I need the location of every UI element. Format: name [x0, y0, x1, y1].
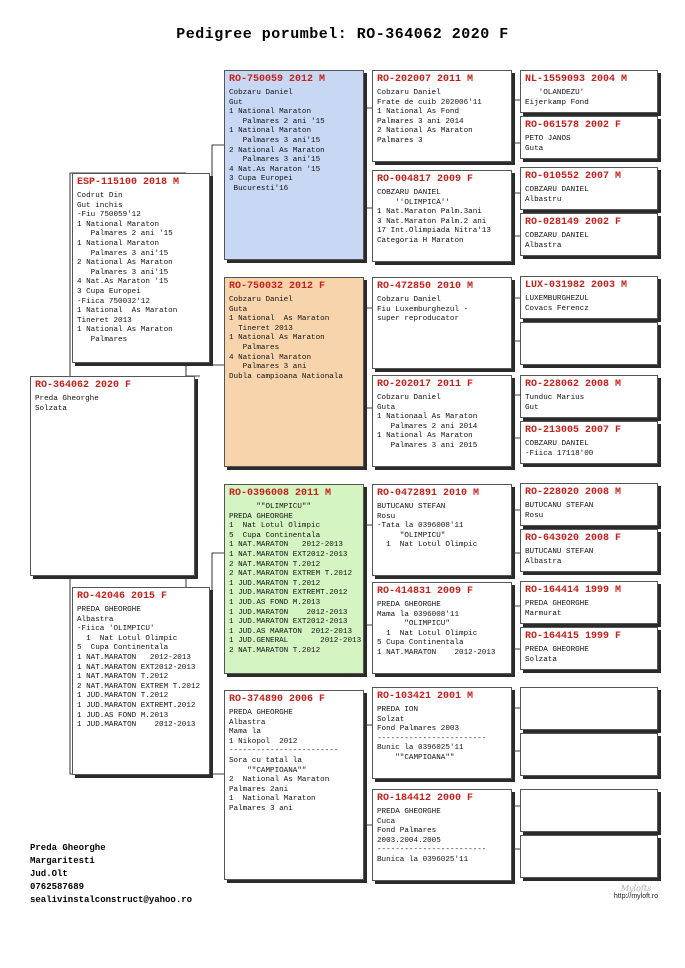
gen4-ring: RO-028149 2002 F: [525, 217, 622, 228]
subject-card[interactable]: [30, 376, 195, 576]
gen4-ring: RO-228062 2008 M: [525, 379, 622, 390]
great-grandparent-details: COBZARU DANIEL ''OLIMPICA'' 1 Nat.Maraton Palm.3ani 3 Nat.Maraton Palm.2 ani 17 Int.Olimpiada Nitra'13 Categoria H Maraton: [377, 189, 491, 245]
grandsire-maternal-card[interactable]: [224, 484, 364, 674]
grandparent-ring: RO-0396008 2011 M: [229, 488, 332, 499]
great-grandparent-card[interactable]: [372, 789, 512, 881]
gen4-details: 'OLANDEZU' Eijerkamp Fond: [525, 89, 589, 107]
owner-county: Jud.Olt: [30, 869, 68, 879]
gen4-card[interactable]: [520, 213, 658, 256]
gen4-ring: RO-061578 2002 F: [525, 120, 622, 131]
great-grandparent-card[interactable]: [372, 375, 512, 467]
gen4-ring: RO-228020 2008 M: [525, 487, 622, 498]
gen4-ring: RO-010552 2007 M: [525, 171, 622, 182]
grandparent-details: ""OLIMPICU"" PREDA GHEORGHE 1 Nat Lotul Olimpic 5 Cupa Continentala 1 NAT.MARATON 2012-2013 1 NAT.MARATON EXT2012-2013 2 NAT.MARATON T.2012 2 NAT.MARATON EXTREM T.2012 1 JUD.MARATON T.2012 1 JUD.MARATON EXTREMT.2012 1 JUD.AS FOND M.2013 1 JUD.MARATON 2012-2013 1 JUD.MARATON EXT2012-2013 1 JUD.AS MARATON 2012-2013 1 JUD.GENERAL 2012-2013 2 NAT.MARATON T.2012: [229, 503, 362, 655]
great-grandparent-details: Cobzaru Daniel Guta 1 Nationaal As Maraton Palmares 2 ani 2014 1 National As Maraton Palmares 3 ani 2015: [377, 394, 478, 450]
granddam-paternal-card[interactable]: [224, 277, 364, 467]
gen4-details: COBZARU DANIEL Albastru: [525, 186, 589, 204]
gen4-card[interactable]: [520, 733, 658, 776]
great-grandparent-ring: RO-202017 2011 F: [377, 379, 474, 390]
dam-details: PREDA GHEORGHE Albastra -Fiica 'OLIMPICU' 1 Nat Lotul Olimpic 5 Cupa Continentala 1 NAT.MARATON 2012-2013 1 NAT.MARATON EXT2012-2013 1 NAT.MARATON T.2012 2 NAT.MARATON EXTREM T.2012 1 JUD.MARATON T.2012 1 JUD.MARATON EXTREMT.2012 1 JUD.AS FOND M.2013 1 JUD.MARATON 2012-2013: [77, 606, 201, 730]
owner-phone: 0762587689: [30, 882, 85, 892]
gen4-details: COBZARU DANIEL Albastra: [525, 232, 589, 250]
brand-footer: [606, 884, 666, 900]
subject-details: Preda Gheorghe Solzata: [35, 395, 99, 413]
sire-ring: ESP-115100 2018 M: [77, 177, 180, 188]
gen4-card[interactable]: [520, 581, 658, 624]
gen4-card[interactable]: [520, 627, 658, 670]
great-grandparent-card[interactable]: [372, 582, 512, 674]
great-grandparent-details: Cobzaru Daniel Frate de cuib 202006'11 1 National As Fond Palmares 3 ani 2014 2 National As Maraton Palmares 3: [377, 89, 482, 145]
page-title: Pedigree porumbel: RO-364062 2020 F: [176, 26, 509, 43]
gen4-card[interactable]: [520, 529, 658, 572]
sire-card[interactable]: [72, 173, 210, 363]
great-grandparent-card[interactable]: [372, 70, 512, 162]
great-grandparent-details: PREDA GHEORGHE Cuca Fond Palmares 2003.2004.2005 ------------------------ Bunica la 0396025'11: [377, 808, 487, 864]
great-grandparent-card[interactable]: [372, 170, 512, 262]
gen4-ring: NL-1559093 2004 M: [525, 74, 628, 85]
sire-details: Codrut Din Gut inchis -Fiu 750059'12 1 National Maraton Palmares 2 ani '15 1 National Maraton Palmares 3 ani'15 2 National As Maraton Palmares 3 ani'15 4 Nat.As Maraton '15 3 Cupa Europei -Fiica 750032'12 1 National As Maraton Tineret 2013 1 National As Maraton Palmares: [77, 192, 178, 344]
gen4-details: COBZARU DANIEL -Fiica 17118'00: [525, 440, 594, 458]
great-grandparent-ring: RO-0472891 2010 M: [377, 488, 480, 499]
great-grandparent-ring: RO-202007 2011 M: [377, 74, 474, 85]
great-grandparent-card[interactable]: [372, 687, 512, 779]
grandparent-ring: RO-750032 2012 F: [229, 281, 326, 292]
great-grandparent-ring: RO-184412 2000 F: [377, 793, 474, 804]
gen4-card[interactable]: [520, 687, 658, 730]
gen4-card[interactable]: [520, 276, 658, 319]
owner-place: Margaritesti: [30, 856, 95, 866]
great-grandparent-details: PREDA ION Solzat Fond Palmares 2003 ------------------------ Bunic la 0396025'11 ""CAMPIOANA"": [377, 706, 487, 762]
dam-card[interactable]: [72, 587, 210, 775]
gen4-card[interactable]: [520, 789, 658, 832]
grandparent-details: Cobzaru Daniel Guta 1 National As Maraton Tineret 2013 1 National As Maraton Palmares 4 National Maraton Palmares 3 ani Dubla campioana Nationala: [229, 296, 343, 381]
gen4-ring: RO-164415 1999 F: [525, 631, 622, 642]
gen4-ring: RO-213005 2007 F: [525, 425, 622, 436]
gen4-details: LUXEMBURGHEZUL Covacs Ferencz: [525, 295, 589, 313]
grandsire-paternal-card[interactable]: [224, 70, 364, 260]
gen4-details: PREDA GHEORGHE Marmurat: [525, 600, 589, 618]
gen4-details: Tunduc Marius Gut: [525, 394, 585, 412]
dam-ring: RO-42046 2015 F: [77, 591, 168, 602]
great-grandparent-card[interactable]: [372, 277, 512, 369]
owner-info: [30, 842, 192, 907]
gen4-details: BUTUCANU STEFAN Rosu: [525, 502, 594, 520]
great-grandparent-details: BUTUCANU STEFAN Rosu -Tata la 0396008'11 "OLIMPICU" 1 Nat Lotul Olimpic: [377, 503, 478, 550]
gen4-details: PETO JANOS Guta: [525, 135, 571, 153]
gen4-card[interactable]: [520, 483, 658, 526]
subject-ring: RO-364062 2020 F: [35, 380, 132, 391]
gen4-ring: LUX-031982 2003 M: [525, 280, 628, 291]
brand-signature: Mylofts: [620, 884, 652, 893]
grandparent-ring: RO-750059 2012 M: [229, 74, 326, 85]
grandparent-details: Cobzaru Daniel Gut 1 National Maraton Palmares 2 ani '15 1 National Maraton Palmares 3 ani'15 2 National As Maraton Palmares 3 ani'15 4 Nat.As Maraton '15 3 Cupa Europei Bucuresti'16: [229, 89, 325, 193]
great-grandparent-ring: RO-414831 2009 F: [377, 586, 474, 597]
gen4-card[interactable]: [520, 116, 658, 159]
owner-email[interactable]: sealivinstalconstruct@yahoo.ro: [30, 895, 193, 905]
great-grandparent-card[interactable]: [372, 484, 512, 576]
gen4-card[interactable]: [520, 375, 658, 418]
gen4-card[interactable]: [520, 70, 658, 113]
great-grandparent-details: PREDA GHEORGHE Mama la 0396008'11 "OLIMPICU" 1 Nat Lotul Olimpic 5 Cupa Continentala 1 NAT.MARATON 2012-2013: [377, 601, 496, 657]
gen4-card[interactable]: [520, 167, 658, 210]
gen4-ring: RO-164414 1999 M: [525, 585, 622, 596]
great-grandparent-ring: RO-004817 2009 F: [377, 174, 474, 185]
gen4-ring: RO-643020 2008 F: [525, 533, 622, 544]
gen4-details: BUTUCANU STEFAN Albastra: [525, 548, 594, 566]
granddam-maternal-card[interactable]: [224, 690, 364, 880]
gen4-details: PREDA GHEORGHE Solzata: [525, 646, 589, 664]
grandparent-ring: RO-374890 2006 F: [229, 694, 326, 705]
gen4-card[interactable]: [520, 835, 658, 878]
gen4-card[interactable]: [520, 421, 658, 464]
grandparent-details: PREDA GHEORGHE Albastra Mama la 1 Nikopol 2012 ------------------------ Sora cu tatal la ""CAMPIOANA"" 2 National As Maraton Palmares 2ani 1 National Maraton Palmares 3 ani: [229, 709, 339, 813]
great-grandparent-details: Cobzaru Daniel Fiu Luxemburghezul - super reproducator: [377, 296, 469, 324]
great-grandparent-ring: RO-472850 2010 M: [377, 281, 474, 292]
brand-url[interactable]: http://myloft.ro: [613, 893, 659, 900]
gen4-card[interactable]: [520, 322, 658, 365]
owner-name: Preda Gheorghe: [30, 843, 106, 853]
great-grandparent-ring: RO-103421 2001 M: [377, 691, 474, 702]
